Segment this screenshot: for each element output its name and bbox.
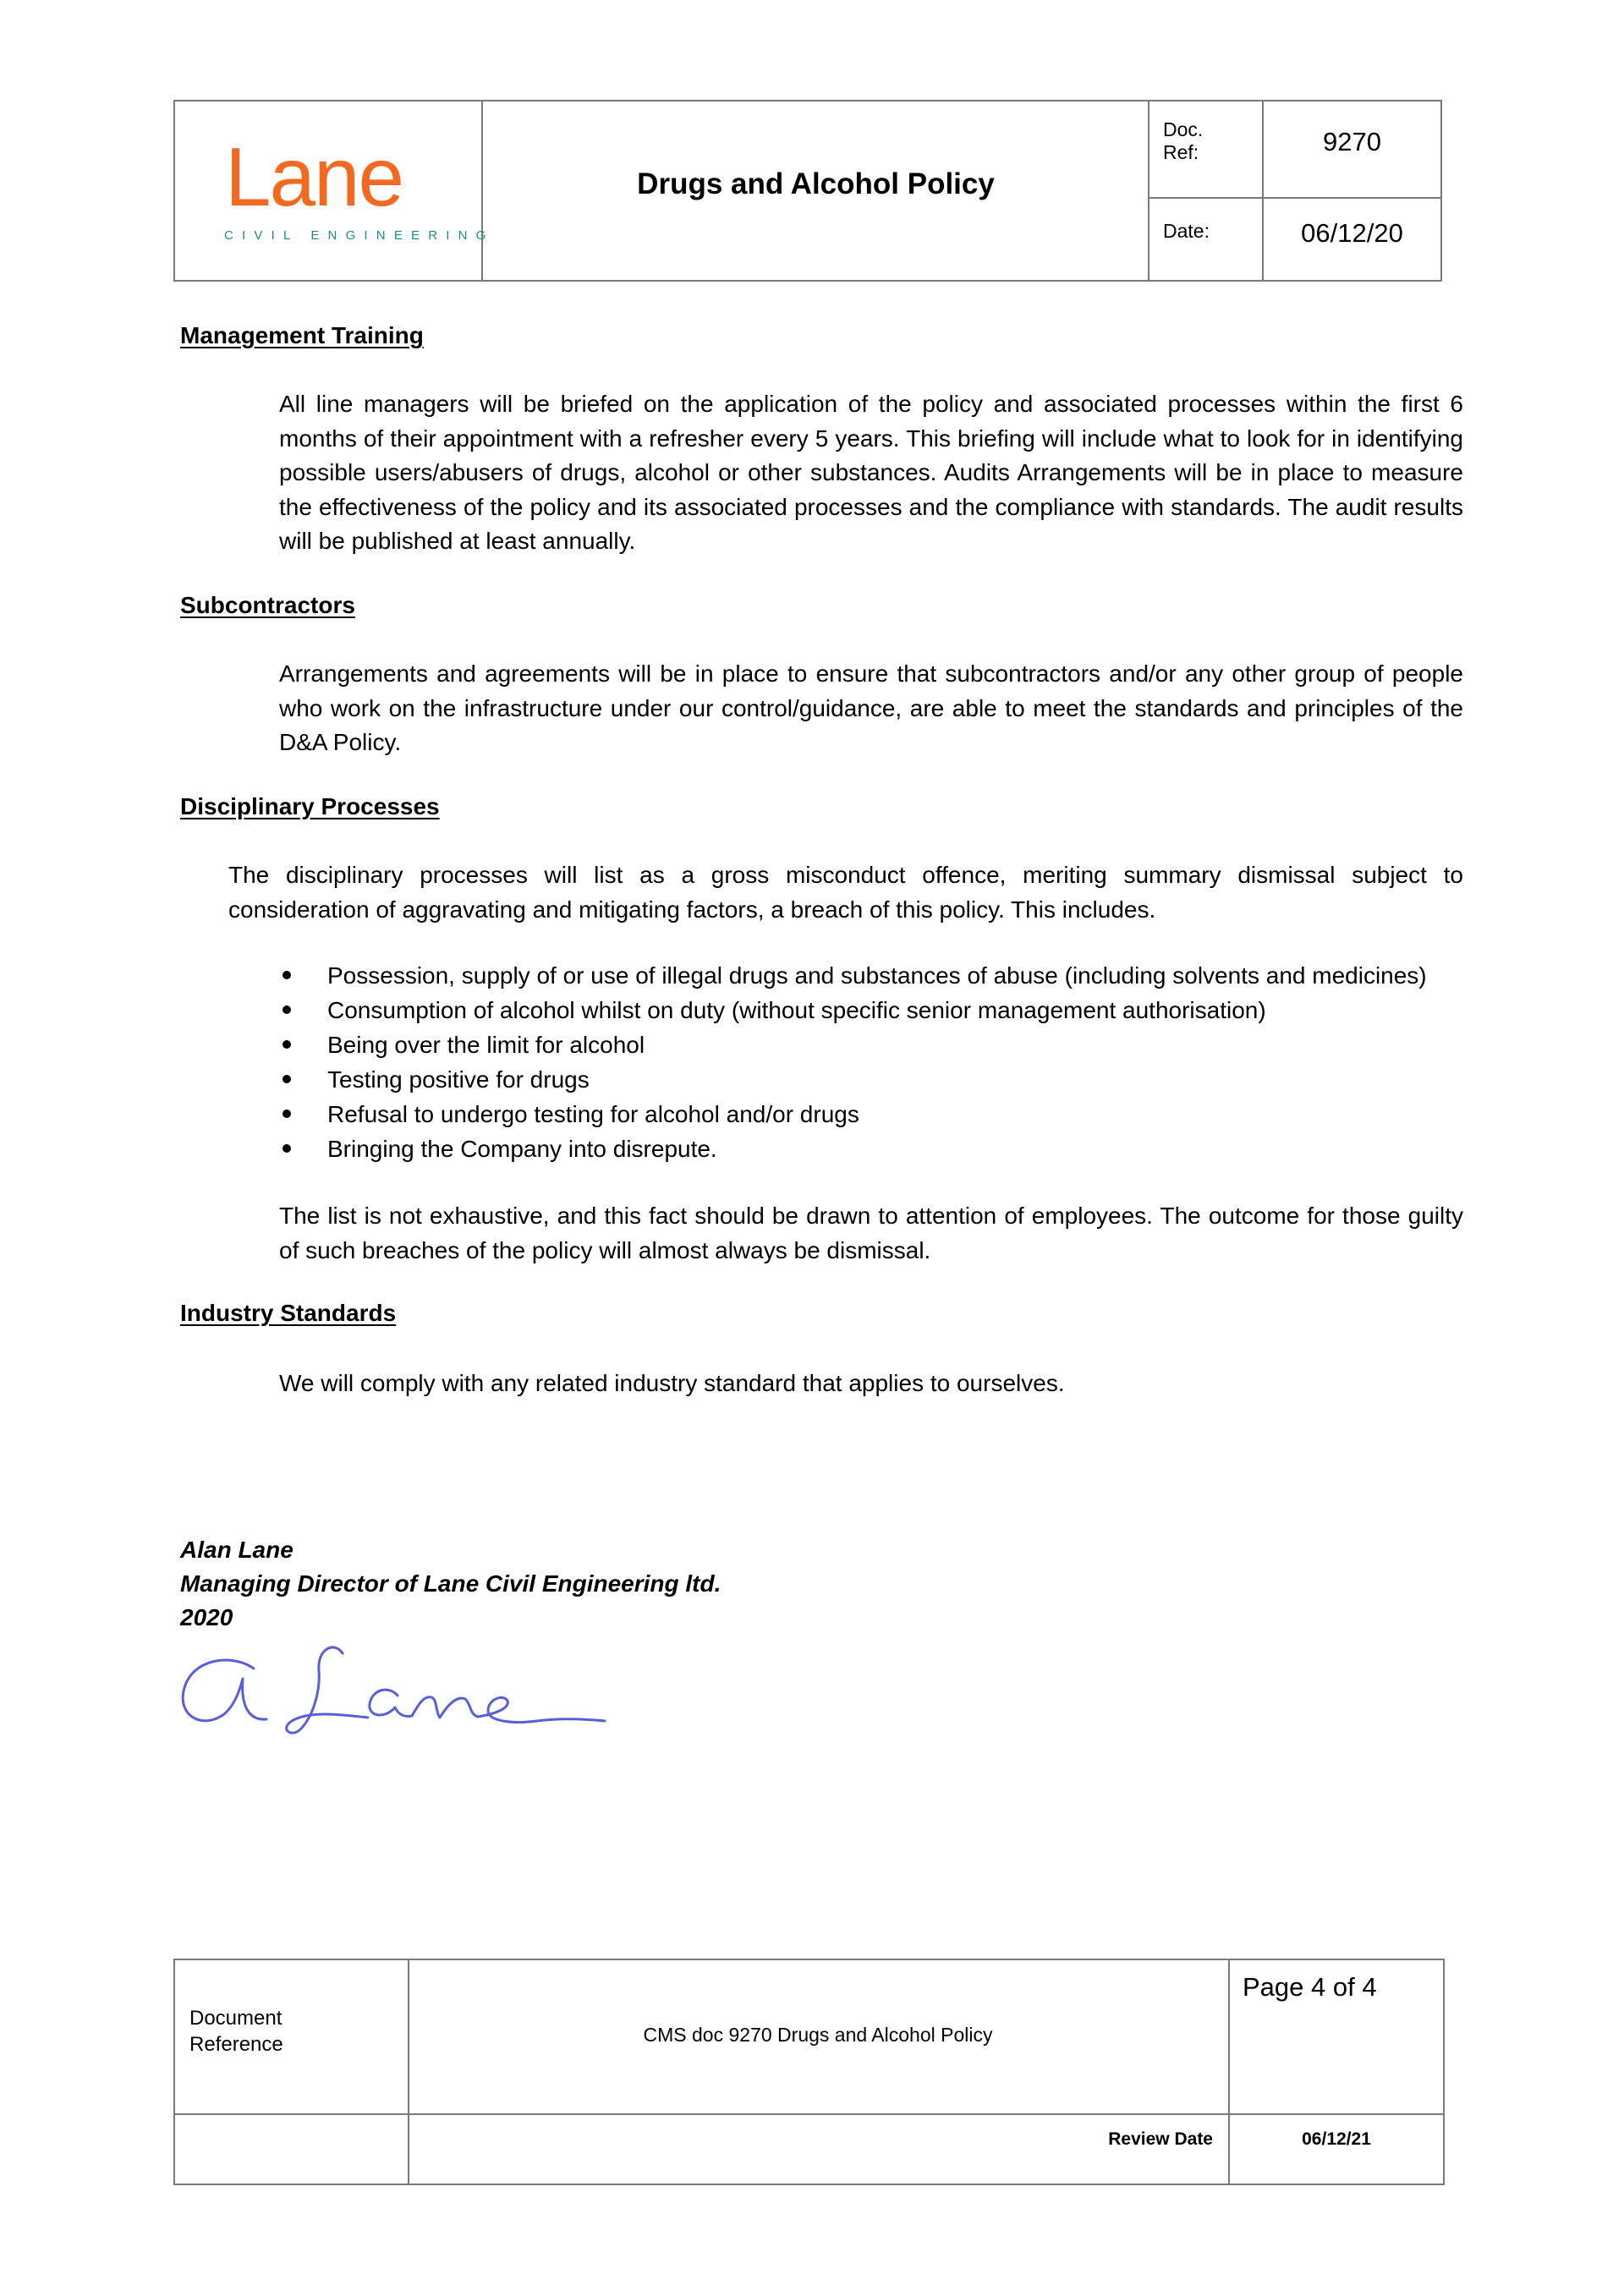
- footer-table: [173, 1959, 1445, 2185]
- list-item: Testing positive for drugs: [279, 1062, 1463, 1097]
- section-heading-disciplinary: Disciplinary Processes: [180, 793, 440, 819]
- header-table: [173, 100, 1442, 282]
- footer-divider: [1228, 1960, 1230, 2184]
- page-number: Page 4 of 4: [1243, 1972, 1377, 2002]
- header-divider: [1149, 197, 1440, 199]
- date-value: 06/12/20: [1301, 218, 1403, 248]
- list-item: Being over the limit for alcohol: [279, 1027, 1463, 1062]
- document-title: Drugs and Alcohol Policy: [637, 167, 995, 200]
- doc-ref-label: Doc. Ref:: [1163, 118, 1204, 163]
- header-divider: [481, 101, 483, 280]
- section-heading-management-training: Management Training: [180, 322, 424, 348]
- list-item: Consumption of alcohol whilst on duty (without specific senior management authorisation): [279, 993, 1463, 1027]
- footer-divider: [175, 2113, 1443, 2115]
- section-heading-subcontractors: Subcontractors: [180, 592, 355, 618]
- handwritten-signature: [173, 1636, 613, 1746]
- logo-subtitle: CIVIL ENGINEERING: [224, 228, 495, 243]
- industry-standards-text: We will comply with any related industry standard that applies to ourselves.: [279, 1370, 1065, 1396]
- footer-divider: [408, 1960, 409, 2184]
- logo-wordmark: Lane: [225, 130, 403, 223]
- disciplinary-closing: The list is not exhaustive, and this fact should be drawn to attention of employees. The outcome for those guilty of such breaches of the policy will almost always be dismissal.: [279, 1203, 1463, 1263]
- document-reference-value: CMS doc 9270 Drugs and Alcohol Policy: [643, 2024, 993, 2046]
- signatory-position: Managing Director of Lane Civil Engineering ltd.: [180, 1570, 721, 1597]
- list-item: Refusal to undergo testing for alcohol and/or drugs: [279, 1097, 1463, 1132]
- signature-year: 2020: [180, 1604, 233, 1630]
- signatory-name: Alan Lane: [180, 1537, 294, 1563]
- disciplinary-intro: The disciplinary processes will list as a gross misconduct offence, meriting summary dismissal subject to consideration of aggravating and mitigating factors, a breach of this policy. This includes.: [228, 862, 1463, 923]
- document-reference-label: Document Reference: [189, 2007, 283, 2056]
- offence-list: [279, 958, 1463, 1166]
- review-date-value: 06/12/21: [1302, 2129, 1371, 2149]
- header-divider: [1148, 101, 1149, 280]
- section-heading-industry-standards: Industry Standards: [180, 1300, 397, 1326]
- date-label: Date:: [1163, 220, 1210, 242]
- subcontractors-text: Arrangements and agreements will be in place to ensure that subcontractors and/or any other group of people who work on the infrastructure under our control/guidance, are able to meet the standards and principles of the D&A Policy.: [279, 660, 1463, 755]
- review-date-label: Review Date: [1108, 2129, 1213, 2149]
- doc-ref-value: 9270: [1323, 127, 1381, 156]
- list-item: Bringing the Company into disrepute.: [279, 1132, 1463, 1166]
- management-training-text: All line managers will be briefed on the application of the policy and associated processes within the first 6 months of their appointment with a refresher every 5 years. This briefing will include what to look for in identifying possible users/abusers of drugs, alcohol or other substances. Audits Arrangements will be in place to measure the effectiveness of the policy and its associated processes and the compliance with standards. The audit results will be published at least annually.: [279, 391, 1463, 554]
- list-item: Possession, supply of or use of illegal drugs and substances of abuse (including solvents and medicines): [279, 958, 1463, 993]
